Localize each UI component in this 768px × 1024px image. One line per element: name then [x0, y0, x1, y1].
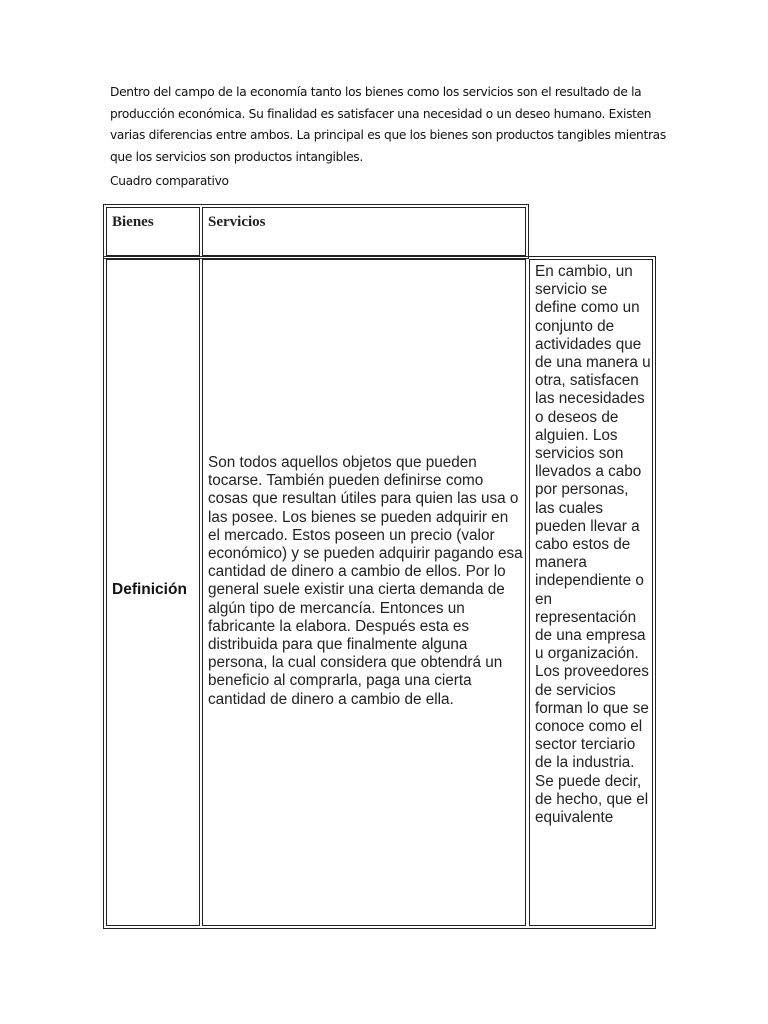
table-caption: Cuadro comparativo: [110, 174, 229, 188]
servicios-definition: En cambio, un servicio se define como un conjunto de actividades que de una manera u otra, satisfacen las necesidades o deseos de alguien. Los servicios son llevados a cabo por personas, las cuales pueden llevar a cabo estos de manera independiente o en representación de una empresa u organización. Los proveedores de servicios forman lo que se conoce como el sector terciario de la industria. Se puede decir, de hecho, que el equivalente: [535, 263, 651, 827]
intro-paragraph: Dentro del campo de la economía tanto los bienes como los servicios son el resultado de la producción económica. Su finalidad es satisfacer una necesidad o un deseo humano. Existen varias diferencias entre ambos. La principal es que los bienes son productos tangibles mientras que los servicios son productos intangibles.: [110, 85, 666, 164]
header-servicios-label: Servicios: [208, 214, 266, 230]
bienes-definition: Son todos aquellos objetos que pueden tocarse. También pueden definirse como cosas que resultan útiles para quien las usa o las posee. Los bienes se pueden adquirir en el mercado. Estos poseen un precio (valor económico) y se pueden adquirir pagando esa cantidad de dinero a cambio de ellos. Por lo general suele existir una cierta demanda de algún tipo de mercancía. Entonces un fabricante la elabora. Después esta es distribuida para que finalmente alguna persona, la cual considera que obtendrá un beneficio al comprarla, paga una cierta cantidad de dinero a cambio de ella.: [208, 454, 523, 708]
definition-row-label: Definición: [112, 581, 187, 598]
header-bienes-label: Bienes: [112, 214, 154, 230]
